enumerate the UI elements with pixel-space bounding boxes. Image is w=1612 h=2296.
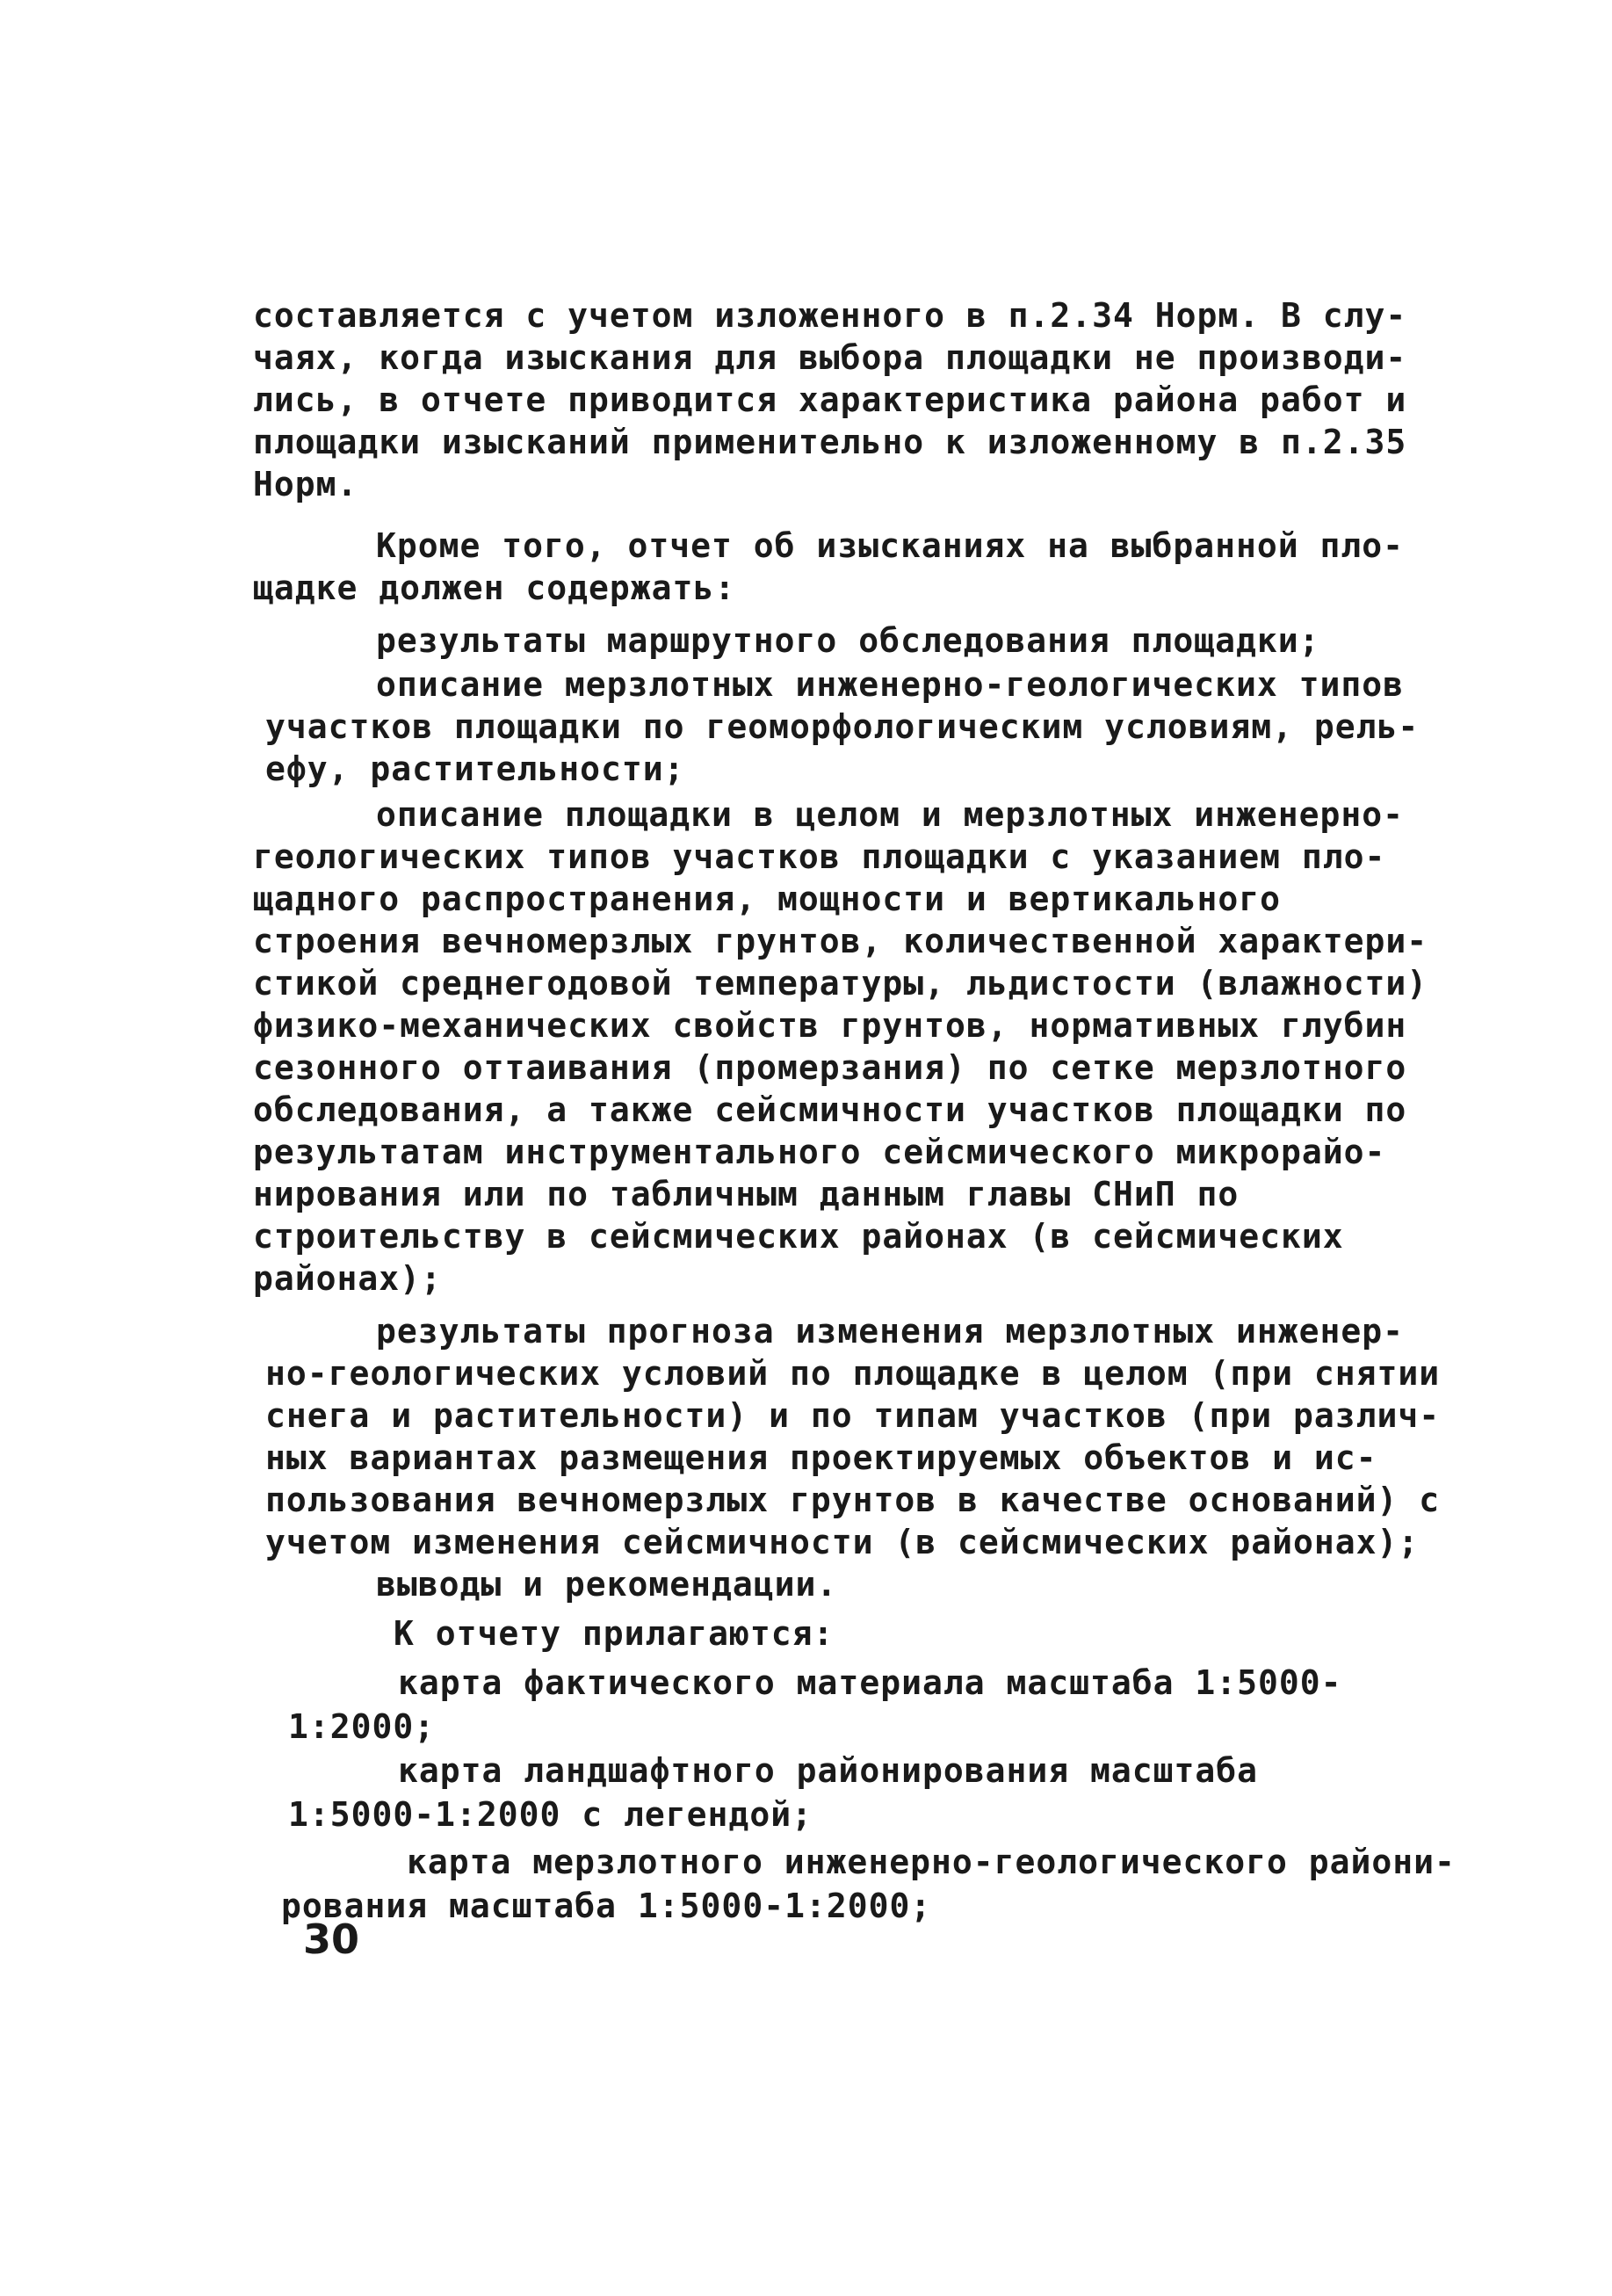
text-line: районах);	[253, 1259, 442, 1298]
page-number: 30	[303, 1916, 360, 1963]
text-line: результатам инструментального сейсмического микрорайо-	[253, 1133, 1386, 1171]
list-item-line: описание мерзлотных инженерно-геологических типов	[376, 665, 1405, 704]
text-line: строения вечномерзлых грунтов, количественной характери-	[253, 922, 1428, 960]
text-line: Норм.	[253, 465, 358, 503]
text-line: геологических типов участков площадки с указанием пло-	[253, 837, 1386, 876]
text-line: рования масштаба 1:5000-1:2000;	[281, 1887, 932, 1925]
text-line: нирования или по табличным данным главы СНиП по	[253, 1175, 1240, 1213]
text-line: 1:5000-1:2000 с легендой;	[288, 1795, 813, 1834]
text-line: 1:2000;	[288, 1707, 436, 1746]
text-line: участков площадки по геоморфологическим условиям, рель-	[265, 707, 1420, 746]
list-item-line: результаты маршрутного обследования площадки;	[376, 621, 1320, 660]
text-line: ефу, растительности;	[265, 750, 685, 788]
text-line: сезонного оттаивания (промерзания) по сетке мерзлотного	[253, 1048, 1407, 1087]
list-item-line: карта фактического материала масштаба 1:5000-	[398, 1663, 1342, 1702]
paragraph-first-line: Кроме того, отчет об изысканиях на выбранной пло-	[376, 526, 1405, 565]
text-line: щадке должен содержать:	[253, 569, 736, 607]
text-line: щадного распространения, мощности и вертикального	[253, 880, 1282, 918]
text-line: строительству в сейсмических районах (в сейсмических	[253, 1217, 1344, 1256]
text-line: площадки изысканий применительно к изложенному в п.2.35	[253, 423, 1407, 461]
text-line: чаях, когда изыскания для выбора площадки не производи-	[253, 338, 1407, 377]
text-line: ных вариантах размещения проектируемых объектов и ис-	[265, 1438, 1377, 1477]
list-item-line: карта ландшафтного районирования масштаба	[398, 1751, 1258, 1790]
text-line: стикой среднегодовой температуры, льдистости (влажности)	[253, 964, 1428, 1003]
paragraph-first-line: К отчету прилагаются:	[394, 1614, 835, 1653]
text-line: обследования, а также сейсмичности участков площадки по	[253, 1090, 1407, 1129]
text-line: физико-механических свойств грунтов, нормативных глубин	[253, 1006, 1407, 1045]
text-line: составляется с учетом изложенного в п.2.34 Норм. В слу-	[253, 296, 1407, 335]
list-item-line: выводы и рекомендации.	[376, 1565, 838, 1604]
text-line: учетом изменения сейсмичности (в сейсмических районах);	[265, 1523, 1420, 1561]
list-item-line: результаты прогноза изменения мерзлотных инженер-	[376, 1312, 1405, 1351]
text-line: лись, в отчете приводится характеристика района работ и	[253, 380, 1407, 419]
text-line: снега и растительности) и по типам участков (при различ-	[265, 1396, 1441, 1435]
text-line: но-геологических условий по площадке в целом (при снятии	[265, 1354, 1441, 1393]
text-line: пользования вечномерзлых грунтов в качестве оснований) с	[265, 1481, 1441, 1519]
list-item-line: описание площадки в целом и мерзлотных инженерно-	[376, 795, 1405, 834]
list-item-line: карта мерзлотного инженерно-геологического райони-	[407, 1843, 1456, 1881]
